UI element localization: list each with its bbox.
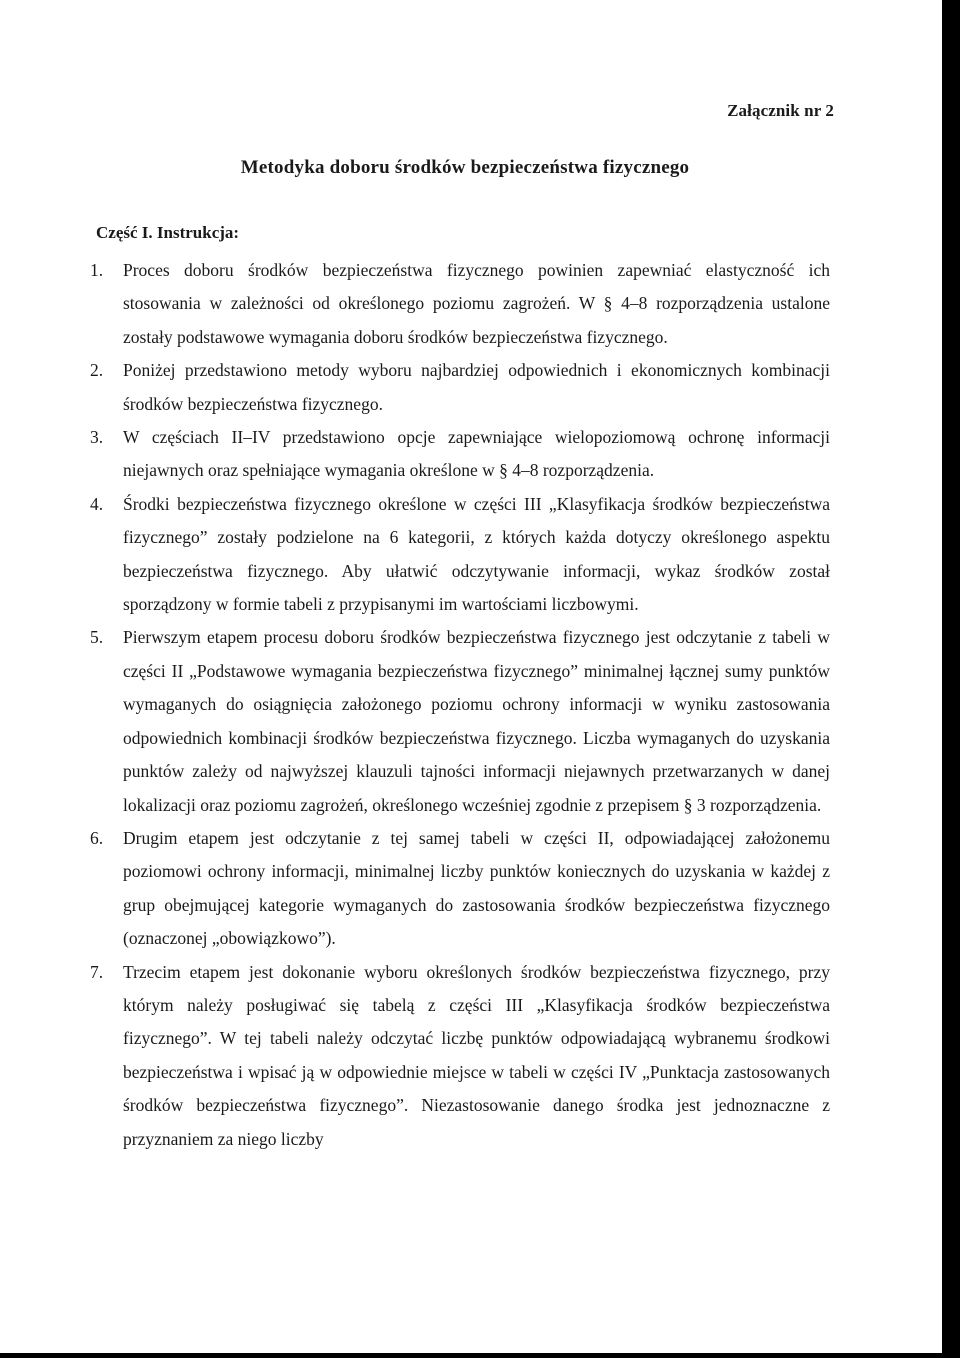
item-text: W częściach II–IV przedstawiono opcje zapewniające wielopoziomową ochronę informacji niejawnych oraz spełniające wymagania określone w § 4–8 rozporządzenia. (123, 427, 830, 481)
item-number: 4. (90, 493, 104, 514)
item-number: 6. (90, 827, 104, 848)
item-number: 5. (90, 627, 104, 648)
list-item (90, 421, 830, 488)
item-text: Trzecim etapem jest dokonanie wyboru określonych środków bezpieczeństwa fizycznego, przy którym należy posługiwać się tabelą z części III „Klasyfikacja środków bezpieczeństwa fizycznego”. W tej tabeli należy odczytać liczbę punktów odpowiadającą wybranemu środkowi bezpieczeństwa i wpisać ją w odpowiednie miejsce w tabeli w części IV „Punktacja zastosowanych środków bezpieczeństwa fizycznego”. Niezastosowanie danego środka jest jednoznaczne z przyznaniem za niego liczby (123, 961, 830, 1149)
item-text: Środki bezpieczeństwa fizycznego określone w części III „Klasyfikacja środków bezpieczeństwa fizycznego” zostały podzielone na 6 kategorii, z których każda dotyczy określonego aspektu bezpieczeństwa fizycznego. Aby ułatwić odczytywanie informacji, wykaz środków został sporządzony w formie tabeli z przypisanymi im wartościami liczbowymi. (123, 493, 830, 615)
item-text: Drugim etapem jest odczytanie z tej samej tabeli w części II, odpowiadającej założonemu poziomowi ochrony informacji, minimalnej liczby punktów koniecznych do uzyskania w każdej z grup obejmującej kategorie wymaganych do zastosowania środków bezpieczeństwa fizycznego (oznaczonej „obowiązkowo”). (123, 827, 830, 949)
scan-edge-bottom (0, 1353, 960, 1358)
scan-edge-right (942, 0, 960, 1358)
annex-label: Załącznik nr 2 (727, 101, 834, 120)
item-text: Proces doboru środków bezpieczeństwa fizycznego powinien zapewniać elastyczność ich stosowania w zależności od określonego poziomu zagrożeń. W § 4–8 rozporządzenia ustalone zostały podstawowe wymagania doboru środków bezpieczeństwa fizycznego. (123, 260, 830, 347)
item-number: 7. (90, 961, 104, 982)
item-text: Pierwszym etapem procesu doboru środków bezpieczeństwa fizycznego jest odczytanie z tabeli w części II „Podstawowe wymagania bezpieczeństwa fizycznego” minimalnej łącznej sumy punktów wymaganych do osiągnięcia założonego poziomu ochrony informacji w wyniku zastosowania odpowiednich kombinacji środków bezpieczeństwa fizycznego. Liczba wymaganych do uzyskania punktów zależy od najwyższej klauzuli tajności informacji niejawnych przetwarzanych w danej lokalizacji oraz poziomu zagrożeń, określonego wcześniej zgodnie z przepisem § 3 rozporządzenia. (123, 627, 830, 815)
list-item (90, 621, 830, 821)
item-number: 2. (90, 360, 104, 381)
instruction-list (90, 254, 830, 1156)
list-item (90, 488, 830, 622)
list-item (90, 354, 830, 421)
list-item (90, 956, 830, 1156)
item-number: 3. (90, 427, 104, 448)
document-title: Metodyka doboru środków bezpieczeństwa fizycznego (240, 157, 690, 178)
list-item (90, 254, 830, 354)
part-heading: Część I. Instrukcja: (96, 223, 240, 242)
item-number: 1. (90, 260, 104, 280)
item-text: Poniżej przedstawiono metody wyboru najbardziej odpowiednich i ekonomicznych kombinacji środków bezpieczeństwa fizycznego. (123, 360, 830, 414)
list-item (90, 822, 830, 956)
